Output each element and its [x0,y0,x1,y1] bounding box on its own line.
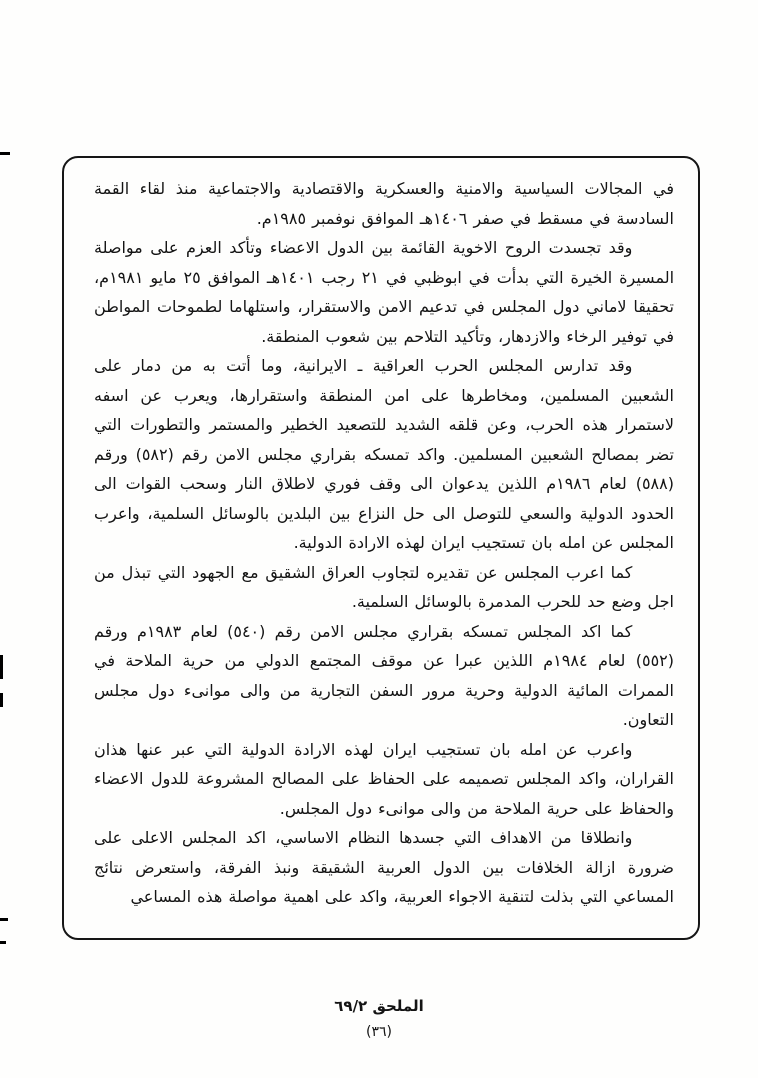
paragraph: كما اكد المجلس تمسكه بقراري مجلس الامن رقم (٥٤٠) لعام ١٩٨٣م ورقم (٥٥٢) لعام ١٩٨٤م اللذين عبرا عن موقف المجتمع الدولي من حرية الملاحة في الممرات المائية الدولية وحرية مرور السفن التجارية من والى موانىء دول مجلس التعاون. [94,621,674,729]
scan-artifact-mark [0,918,8,921]
scan-artifact-mark [0,655,3,679]
appendix-label: الملحق ٦٩/٢ [334,997,424,1015]
paragraph: وانطلاقا من الاهداف التي جسدها النظام الاساسي، اكد المجلس الاعلى على ضرورة ازالة الخلافات بين الدول العربية الشقيقة ونبذ الفرقة، واستعرض نتائج المساعي التي بذلت لتنقية الاجواء العربية، واكد على اهمية مواصلة هذه المساعي [94,828,674,906]
text-border-box [62,156,700,940]
page-footer [0,997,758,1040]
paragraph: كما اعرب المجلس عن تقديره لتجاوب العراق الشقيق مع الجهود التي تبذل من اجل وضع حد للحرب المدمرة بالوسائل السلمية. [94,562,674,611]
scan-artifact-mark [0,693,3,707]
paragraph: وقد تدارس المجلس الحرب العراقية ـ الايرانية، وما أتت به من دمار على الشعبين المسلمين، ومخاطرها على امن المنطقة واستقرارها، ويعرب عن اسفه لاستمرار هذه الحرب، وعن قلقه الشديد للتصعيد الخطير والمستمر والتطورات التي تضر بمصالح الشعبين المسلمين. واكد تمسكه بقراري مجلس الامن رقم (٥٨٢) ورقم (٥٨٨) لعام ١٩٨٦م اللذين يدعوان الى وقف فوري لاطلاق النار وسحب القوات الى الحدود الدولية والسعي للتوصل الى حل النزاع بين البلدين بالوسائل السلمية، واعرب المجلس عن امله بان تستجيب ايران لهذه الارادة الدولية. [94,356,674,552]
paragraph: وقد تجسدت الروح الاخوية القائمة بين الدول الاعضاء وتأكد العزم على مواصلة المسيرة الخيرة التي بدأت في ابوظبي في ٢١ رجب ١٤٠١هـ الموافق ٢٥ مايو ١٩٨١م، تحقيقا لاماني دول المجلس في تدعيم الامن والاستقرار، واستلهاما لطموحات المواطن في توفير الرخاء والازدهار، وتأكيد التلاحم بين شعوب المنطقة. [94,238,675,346]
page-number: (٣٦) [366,1024,392,1040]
paragraph: واعرب عن امله بان تستجيب ايران لهذه الارادة الدولية التي عبر عنها هذان القراران، واكد المجلس تصميمه على الحفاظ على المصالح المشروعة للدول الاعضاء والحفاظ على حرية الملاحة من والى موانىء دول المجلس. [94,739,674,818]
scan-artifact-mark [0,152,10,155]
paragraph: في المجالات السياسية والامنية والعسكرية والاقتصادية والاجتماعية منذ لقاء القمة السادسة في مسقط في صفر ١٤٠٦هـ الموافق نوفمبر ١٩٨٥م. [94,179,674,228]
scan-artifact-mark [0,941,6,944]
